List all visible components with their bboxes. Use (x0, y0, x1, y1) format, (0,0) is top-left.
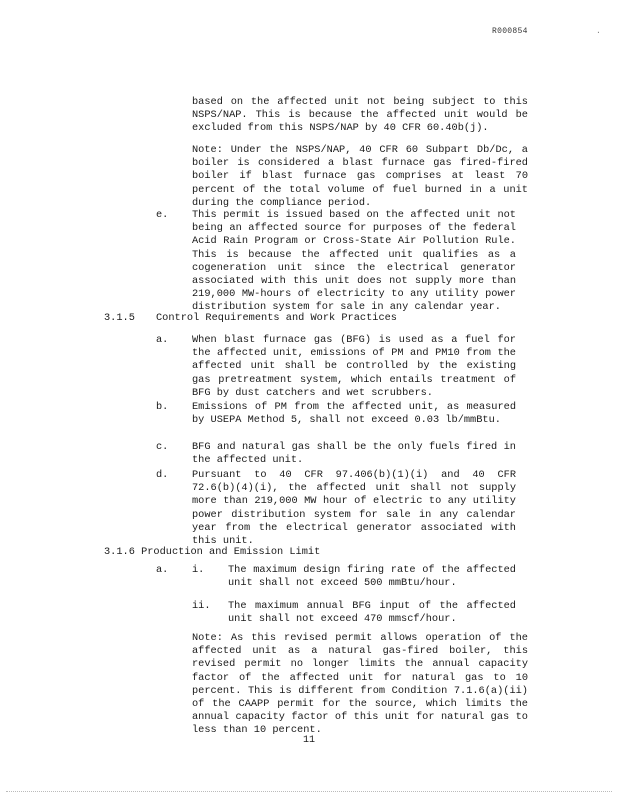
item-text: When blast furnace gas (BFG) is used as a fuel for the affected unit, emissions of PM and PM10 from the affected unit shall be controlled by the existing gas pretreatment system, which entails treatment of BFG by dust catchers and wet scrubbers. (192, 334, 516, 399)
document-id: R000854 (492, 27, 528, 36)
subitem-numeral: i. (192, 564, 205, 576)
intro-paragraph-1: based on the affected unit not being subject to this NSPS/NAP. This is because the affected unit would be excluded from this NSPS/NAP by 40 CFR 60.40b(j). (192, 96, 528, 135)
corner-mark: . (596, 27, 601, 36)
item-text: BFG and natural gas shall be the only fuels fired in the affected unit. (192, 441, 516, 467)
item-text: This permit is issued based on the affected unit not being an affected source for purposes of the federal Acid Rain Program or Cross-State Air Pollution Rule. This is because the affected unit qualifies as a cogeneration unit since the electrical generator associated with this unit does not supply more than 219,000 MW-hours of electricity to any utility power distribution system for sale in any calendar year. (192, 209, 516, 314)
page-number: 11 (303, 735, 316, 746)
item-letter: e. (156, 209, 169, 221)
item-text: Emissions of PM from the affected unit, as measured by USEPA Method 5, shall not exceed 0.03 lb/mmBtu. (192, 401, 516, 427)
subitem-numeral: ii. (192, 600, 211, 612)
item-letter: a. (156, 334, 169, 346)
intro-note-paragraph: Note: Under the NSPS/NAP, 40 CFR 60 Subpart Db/Dc, a boiler is considered a blast furnace gas fired-fired boiler if blast furnace gas comprises at least 70 percent of the total volume of fuel burned in a unit during the compliance period. (192, 144, 528, 209)
item-letter: d. (156, 469, 169, 481)
section-number: 3.1.5 (104, 312, 135, 324)
note-paragraph: Note: As this revised permit allows operation of the affected unit as a natural gas-fired boiler, this revised permit no longer limits the annual capacity factor of the affected unit for natural gas to 10 percent. This is different from Condition 7.1.6(a)(ii) of the CAAPP permit for the source, which limits the annual capacity factor of this unit for natural gas to less than 10 percent. (192, 632, 528, 737)
footer-scan-line (6, 790, 612, 792)
item-letter: b. (156, 401, 169, 413)
item-letter: c. (156, 441, 169, 453)
section-title: 3.1.6 Production and Emission Limit (104, 546, 321, 558)
subitem-text: The maximum design firing rate of the affected unit shall not exceed 500 mmBtu/hour. (228, 564, 516, 590)
item-letter: a. (156, 564, 169, 576)
subitem-text: The maximum annual BFG input of the affected unit shall not exceed 470 mmscf/hour. (228, 600, 516, 626)
section-title: Control Requirements and Work Practices (156, 312, 397, 324)
item-text: Pursuant to 40 CFR 97.406(b)(1)(i) and 40 CFR 72.6(b)(4)(i), the affected unit shall not supply more than 219,000 MW hour of electric to any utility power distribution system for sale in any calendar year from the electrical generator associated with this unit. (192, 469, 516, 548)
